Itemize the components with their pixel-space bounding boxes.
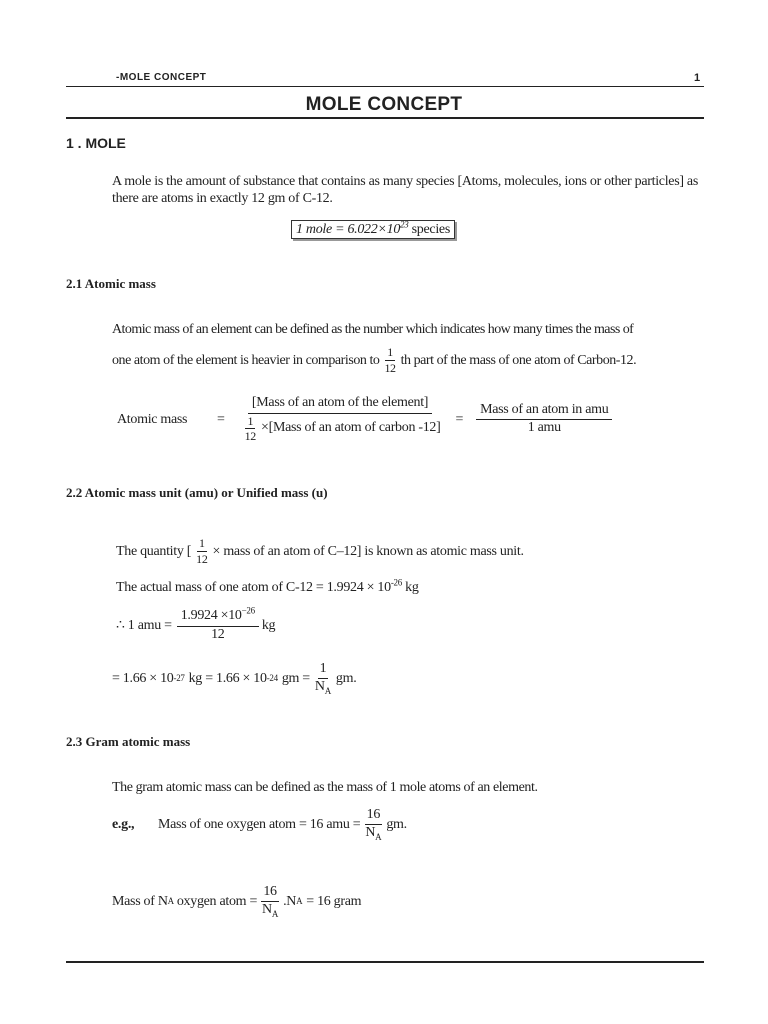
- quantity-fraction-denominator: 12: [196, 551, 208, 566]
- mole-definition: A mole is the amount of substance that contains as many species [Atoms, molecules, ions or other particles] as there are atoms in exactly 12 gm of C-12.: [112, 174, 698, 206]
- denominator-one-twelfth: [243, 415, 258, 443]
- oxygen-atom-text: oxygen atom =: [176, 893, 258, 909]
- result-part-d: gm.: [335, 670, 357, 686]
- section-heading-amu: 2.2 Atomic mass unit (amu) or Unified mass (u): [66, 485, 328, 500]
- page-number: 1: [694, 72, 701, 84]
- one-amu-equation: [116, 605, 276, 642]
- amu-ratio-fraction: [476, 403, 612, 436]
- quantity-fraction-numerator: 1: [198, 536, 205, 550]
- result-part-b: kg = 1.66 × 10: [188, 670, 267, 686]
- formula-base: 10: [386, 222, 401, 237]
- atomic-mass-numerator: [248, 396, 432, 414]
- one-amu-unit: kg: [261, 618, 276, 634]
- mass-of-na-text: Mass of N: [112, 893, 168, 909]
- fraction-numerator: 1: [387, 345, 393, 359]
- na-denominator: [363, 825, 383, 841]
- actual-mass-exponent: -26: [390, 577, 402, 588]
- example-unit: gm.: [386, 816, 407, 832]
- na-subscript: A: [375, 831, 382, 842]
- actual-mass-text: The actual mass of one atom of C-12 = 1.9924 × 10: [116, 580, 391, 595]
- na-subscript: A: [271, 908, 279, 919]
- equation-label: Atomic mass: [117, 411, 188, 427]
- line2-part-a: one atom of the element is heavier in comparison to: [112, 352, 380, 368]
- equals-sign: =: [217, 411, 225, 427]
- formula-lhs: 1 mole = 6.022: [296, 222, 378, 237]
- atomic-mass-line1: Atomic mass of an element can be defined as the number which indicates how many times the mass of: [112, 322, 634, 337]
- amu-quantity-line: [116, 537, 524, 565]
- section-heading-atomic-mass: 2.1 Atomic mass: [66, 276, 156, 291]
- amu-result-line: = 1.66 × 10 -27 kg = 1.66 × 10 -24 gm = $\frac{1}{N_A}$ gm.: [112, 661, 357, 696]
- one-over-na-fraction: [313, 662, 333, 694]
- footer-rule: [66, 961, 704, 963]
- one-amu-numerator: [177, 605, 259, 627]
- result-part-a: = 1.66 × 10: [112, 670, 174, 686]
- atomic-mass-denominator: [238, 414, 443, 443]
- one-amu-label: ∴ 1 amu =: [116, 618, 172, 634]
- quantity-fraction: [194, 537, 209, 565]
- mass-fraction: [260, 885, 280, 917]
- example-label: e.g.,: [112, 816, 135, 832]
- formula-exponent: 23: [400, 219, 409, 230]
- atomic-mass-line2: [112, 346, 636, 374]
- gram-atomic-mass-definition: The gram atomic mass can be defined as the mass of 1 mole atoms of an element.: [112, 780, 538, 795]
- atomic-mass-equation: [117, 396, 615, 443]
- quantity-part-a: The quantity [: [116, 543, 192, 559]
- mass-fraction-denominator: [260, 902, 280, 918]
- na-oxygen-mass-line: Mass of N A oxygen atom = $\frac{16}{N_A}$ .N A = 16 gram: [112, 884, 362, 919]
- equals-sign-2: =: [455, 411, 464, 427]
- numerator-text: [Mass of an atom of the element]: [251, 395, 429, 410]
- na-symbol: N: [365, 824, 376, 840]
- result-gram: = 16 gram: [306, 893, 362, 909]
- formula-times: ×: [377, 222, 387, 237]
- line2-part-b: th part of the mass of one atom of Carbon-12.: [400, 352, 637, 368]
- times-na-text: .N: [283, 893, 297, 909]
- na-symbol: N: [262, 901, 272, 917]
- one-twelfth-fraction: [382, 346, 397, 374]
- actual-mass-line: [116, 579, 419, 596]
- running-title: -MOLE CONCEPT: [116, 72, 207, 83]
- result-part-c: gm =: [281, 670, 310, 686]
- one-amu-numerator-text: 1.9924 ×10: [180, 608, 242, 623]
- one-over-na-denominator: [313, 679, 333, 695]
- page-title: MOLE CONCEPT: [305, 94, 463, 115]
- mole-formula-box: [291, 221, 455, 238]
- na-symbol: N: [314, 678, 325, 694]
- mass-fraction-numerator: 16: [261, 885, 278, 902]
- one-amu-fraction: [177, 605, 259, 642]
- one-amu-denominator: 12: [211, 626, 225, 642]
- oxygen-example-line: [112, 808, 407, 840]
- one-over-na-numerator: 1: [318, 662, 329, 679]
- header-rule: [66, 86, 704, 87]
- denominator-text: ×[Mass of an atom of carbon -12]: [261, 420, 441, 436]
- denominator-fraction-numerator: 1: [247, 413, 254, 428]
- section-heading-mole: 1 . MOLE: [66, 135, 126, 151]
- amu-ratio-denominator: 1 amu: [527, 420, 561, 436]
- example-text: Mass of one oxygen atom = 16 amu =: [158, 816, 361, 832]
- quantity-part-b: × mass of an atom of C–12] is known as atomic mass unit.: [212, 543, 524, 559]
- denominator-fraction-denominator: 12: [244, 429, 257, 444]
- atomic-mass-fraction: [238, 396, 443, 443]
- sixteen-numerator: 16: [365, 808, 382, 825]
- section-heading-gram-atomic-mass: 2.3 Gram atomic mass: [66, 734, 191, 749]
- na-subscript: A: [324, 685, 331, 696]
- amu-ratio-numerator: Mass of an atom in amu: [476, 403, 612, 421]
- sixteen-over-na-fraction: [363, 808, 383, 840]
- fraction-denominator: 12: [384, 360, 396, 375]
- formula-unit: species: [411, 222, 450, 237]
- one-amu-exponent: −26: [241, 605, 255, 616]
- title-rule: [66, 117, 704, 119]
- actual-mass-unit: kg: [405, 580, 419, 595]
